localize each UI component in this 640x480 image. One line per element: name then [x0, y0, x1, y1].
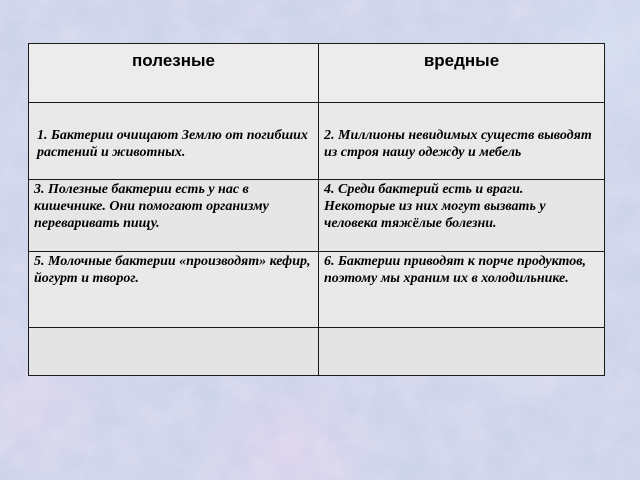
- table-cell: 3. Полезные бактерии есть у нас в кишечнике. Они помогают организму переваривать пищу.: [29, 180, 319, 252]
- comparison-table: [28, 43, 605, 376]
- table-cell: 5. Молочные бактерии «производят» кефир, йогурт и творог.: [29, 252, 319, 328]
- table-row: [29, 252, 605, 328]
- table-row: [29, 180, 605, 252]
- table-cell: 2. Миллионы невидимых существ выводят из строя нашу одежду и мебель: [319, 103, 605, 180]
- header-harmful: вредные: [319, 44, 605, 103]
- table-cell-empty: [319, 328, 605, 376]
- table-cell: 6. Бактерии приводят к порче продуктов, поэтому мы храним их в холодильнике.: [319, 252, 605, 328]
- table-row: [29, 103, 605, 180]
- table-cell-empty: [29, 328, 319, 376]
- table-cell: 1. Бактерии очищают Землю от погибших растений и животных.: [29, 103, 319, 180]
- table-cell: 4. Среди бактерий есть и враги. Некоторые из них могут вызвать у человека тяжёлые болезни.: [319, 180, 605, 252]
- header-row: [29, 44, 605, 103]
- table-row-empty: [29, 328, 605, 376]
- header-useful: полезные: [29, 44, 319, 103]
